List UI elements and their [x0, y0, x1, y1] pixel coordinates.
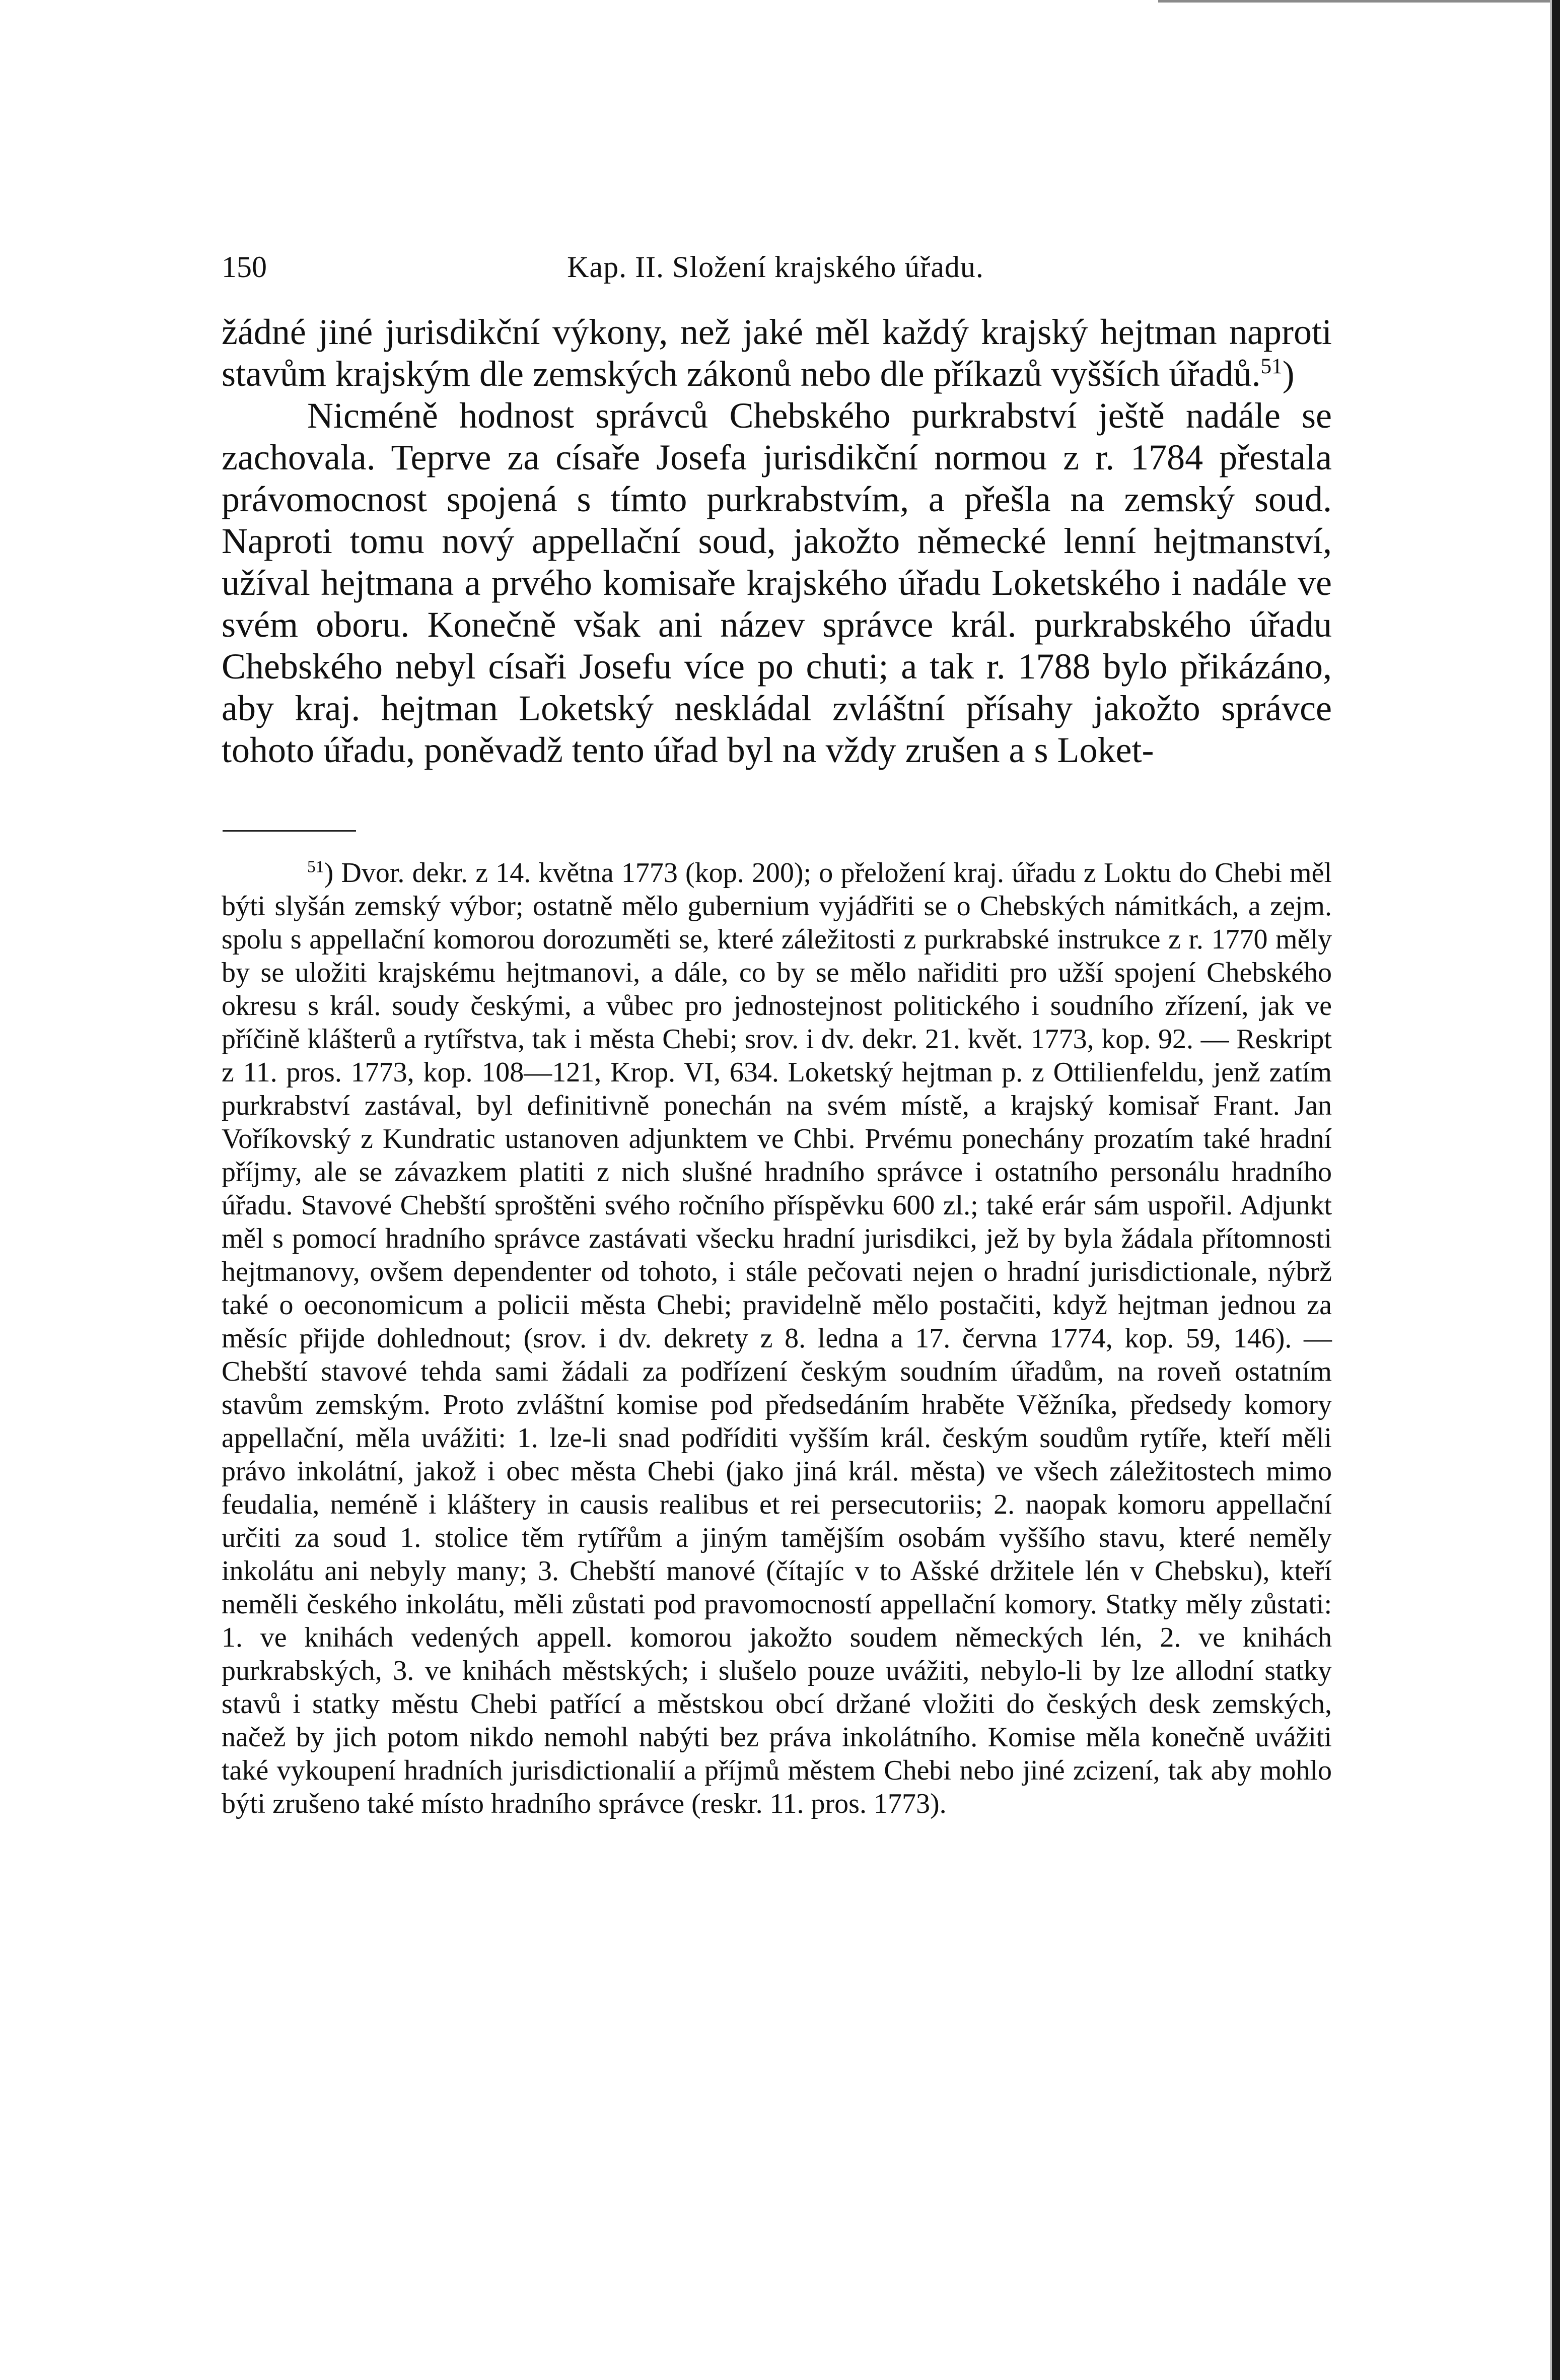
paragraph-2: Nicméně hodnost správců Chebského purkrabství ještě nadále se zachovala. Teprve za císaře Josefa jurisdikční normou z r. 1784 přestala právomocnost spojená s tímto purkrabstvím, a přešla na zemský soud. Naproti tomu nový appellační soud, jakožto německé lenní hejtmanství, užíval hejtmana a prvého komisaře krajského úřadu Loketského i nadále ve svém oboru. Konečně však ani název správce král. purkrabského úřadu Chebského nebyl císaři Josefu více po chuti; a tak r. 1788 bylo přikázáno, aby kraj. hejtman Loketský neskládal zvláštní přísahy jakožto správce tohoto úřadu, poněvadž tento úřad byl na vždy zrušen a s Loket-: [222, 395, 1332, 770]
scan-top-edge: [1158, 0, 1560, 3]
footnote-marker-paren: ): [324, 857, 334, 889]
paragraph-continued: [222, 311, 1332, 395]
main-text: [222, 311, 1332, 771]
scan-page-edge: [1552, 0, 1560, 2380]
footnote-text: Dvor. dekr. z 14. května 1773 (kop. 200); o přeložení kraj. úřadu z Loktu do Chebi měl býti slyšán zemský výbor; ostatně mělo gubernium vyjádřiti se o Chebských námitkách, a zejm. spolu s appellační komorou dorozuměti se, které záležitosti z purkrabské instrukce z r. 1770 měly by se uložiti krajskému hejtmanovi, a dále, co by se mělo nařiditi pro užší spojení Chebského okresu s král. soudy českými, a vůbec pro jednostejnost politického i soudního zřízení, jak ve příčině klášterů a rytířstva, tak i města Chebi; srov. i dv. dekr. 21. květ. 1773, kop. 92. — Reskript z 11. pros. 1773, kop. 108—121, Krop. VI, 634. Loketský hejtman p. z Ottilienfeldu, jenž zatím purkrabství zastával, byl definitivně ponechán na svém místě, a krajský komisař Frant. Jan Voříkovský z Kundratic ustanoven adjunktem ve Chbi. Prvému ponechány prozatím také hradní příjmy, ale se závazkem platiti z nich slušné hradního správce i ostatního personálu hradního úřadu. Stavové Chebští sproštěni svého ročního příspěvku 600 zl.; také erár sám uspořil. Adjunkt měl s pomocí hradního správce zastávati všecku hradní jurisdikci, jež by byla žádala přítomnosti hejtmanovy, ovšem dependenter od tohoto, i stále pečovati nejen o hradní jurisdictionale, nýbrž také o oeconomicum a policii města Chebi; pravidelně mělo postačiti, když hejtman jednou za měsíc přijde dohlednout; (srov. i dv. dekrety z 8. ledna a 17. června 1774, kop. 59, 146). — Chebští stavové tehda sami žádali za podřízení českým soudním úřadům, na roveň ostatním stavům zemským. Proto zvláštní komise pod předsedáním hraběte Věžníka, předsedy komory appellační, měla uvážiti: 1. lze-li snad podříditi vyšším král. českým soudům rytíře, kteří měli právo inkolátní, jakož i obec města Chebi (jako jiná král. města) ve všech záležitostech mimo feudalia, neméně i kláštery in causis realibus et rei persecutoriis; 2. naopak komoru appellační určiti za soud 1. stolice těm rytířům a jiným tamějším osobám vyššího stavu, které neměly inkolátu ani nebyly many; 3. Chebští manové (čítajíc v to Ašské držitele lén v Chebsku), kteří neměli českého inkolátu, měli zůstati pod pravomocností appellační komory. Statky měly zůstati: 1. ve knihách vedených appell. komorou jakožto soudem německých lén, 2. ve knihách purkrabských, 3. ve knihách městských; i slušelo pouze uvážiti, nebylo-li by lze allodní statky stavů i statky městu Chebi patřící a městskou obcí držané vložiti do českých desk zemských, načež by jich potom nikdo nemohl nabýti bez práva inkolátního. Komise měla konečně uvážiti také vykoupení hradních jurisdictionalií a příjmů městem Chebi nebo jiné zcizení, tak aby mohlo býti zrušeno také místo hradního správce (reskr. 11. pros. 1773).: [222, 857, 1332, 1819]
paragraph-1-text: žádné jiné jurisdikční výkony, než jaké měl každý krajský hejtman naproti stavům krajským dle zemských zákonů nebo dle příkazů vyšších úřadů.: [222, 312, 1332, 394]
footnote-reference: 51: [1260, 355, 1283, 378]
footnote-separator: [223, 830, 356, 832]
footnote-reference-paren: ): [1282, 354, 1295, 394]
footnote-51: [222, 856, 1332, 1820]
running-header: [222, 247, 1329, 287]
running-title: Kap. II. Složení krajského úřadu.: [567, 250, 984, 284]
footnote-number: 51: [307, 857, 324, 876]
page-number: 150: [222, 250, 267, 284]
